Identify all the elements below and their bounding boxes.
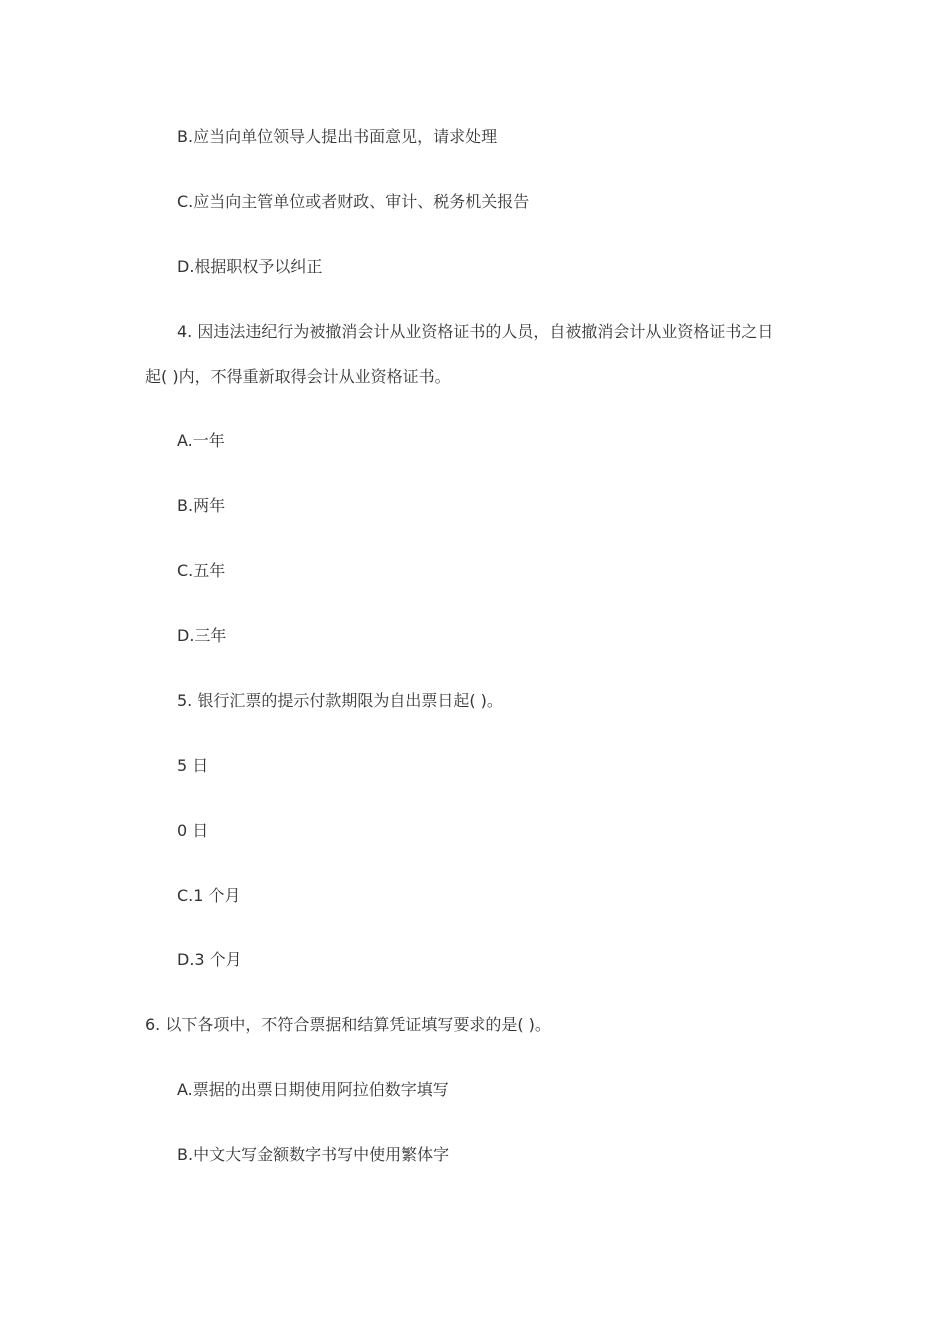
- q6-option-a: A.票据的出票日期使用阿拉伯数字填写: [177, 1080, 449, 1099]
- q6-stem: 6. 以下各项中，不符合票据和结算凭证填写要求的是( )。: [145, 1015, 551, 1034]
- q5-stem: 5. 银行汇票的提示付款期限为自出票日起( )。: [177, 691, 503, 710]
- q5-option-c: C.1 个月: [177, 886, 241, 905]
- q4-option-b: B.两年: [177, 496, 226, 515]
- q4-stem-line2: 起( )内，不得重新取得会计从业资格证书。: [145, 367, 451, 386]
- q3-option-c: C.应当向主管单位或者财政、审计、税务机关报告: [177, 192, 530, 211]
- q5-option-a: 5 日: [177, 756, 209, 775]
- q4-option-c: C.五年: [177, 561, 226, 580]
- q3-option-d: D.根据职权予以纠正: [177, 257, 323, 276]
- q6-option-b: B.中文大写金额数字书写中使用繁体字: [177, 1145, 450, 1164]
- q4-option-d: D.三年: [177, 626, 227, 645]
- q5-option-d: D.3 个月: [177, 950, 242, 969]
- q5-option-b: 0 日: [177, 821, 209, 840]
- q3-option-b: B.应当向单位领导人提出书面意见，请求处理: [177, 127, 498, 146]
- q4-option-a: A.一年: [177, 431, 225, 450]
- q4-stem-line1: 4. 因违法违纪行为被撤消会计从业资格证书的人员，自被撤消会计从业资格证书之日: [177, 322, 774, 341]
